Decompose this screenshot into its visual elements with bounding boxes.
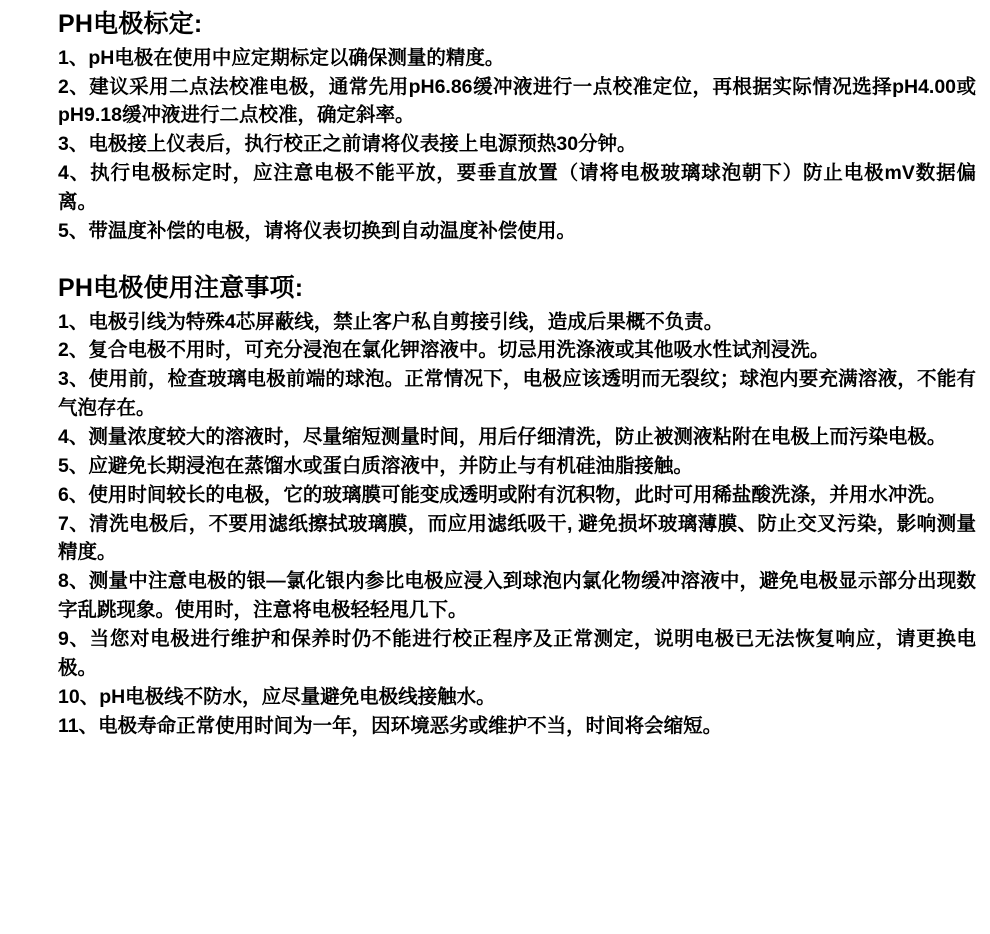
list-item: 7、清洗电极后，不要用滤纸擦拭玻璃膜，而应用滤纸吸干, 避免损坏玻璃薄膜、防止交叉污染，影响测量精度。 [58,512,976,564]
list-item: 1、电极引线为特殊4芯屏蔽线，禁止客户私自剪接引线，造成后果概不负责。 [58,310,724,333]
section-title-calibration: PH电极标定: [58,10,203,38]
list-item: 11、电极寿命正常使用时间为一年，因环境恶劣或维护不当，时间将会缩短。 [58,714,723,737]
list-item: 4、测量浓度较大的溶液时，尽量缩短测量时间，用后仔细清洗，防止被测液粘附在电极上而污染电极。 [58,425,947,448]
list-item: 4、执行电极标定时，应注意电极不能平放，要垂直放置（请将电极玻璃球泡朝下）防止电极mV数据偏离。 [58,162,976,214]
list-item: 2、建议采用二点法校准电极，通常先用pH6.86缓冲液进行一点校准定位，再根据实际情况选择pH4.00或pH9.18缓冲液进行二点校准，确定斜率。 [58,75,976,127]
list-item: 1、pH电极在使用中应定期标定以确保测量的精度。 [58,46,505,69]
list-item: 10、pH电极线不防水，应尽量避免电极线接触水。 [58,685,496,708]
list-item: 6、使用时间较长的电极，它的玻璃膜可能变成透明或附有沉积物，此时可用稀盐酸洗涤，并用水冲洗。 [58,483,947,506]
list-item: 8、测量中注意电极的银—氯化银内参比电极应浸入到球泡内氯化物缓冲溶液中，避免电极显示部分出现数字乱跳现象。使用时，注意将电极轻轻甩几下。 [58,570,976,622]
list-item: 2、复合电极不用时，可充分浸泡在氯化钾溶液中。切忌用洗涤液或其他吸水性试剂浸洗。 [58,339,830,362]
section-divider-space [58,246,976,272]
list-item: 3、使用前，检查玻璃电极前端的球泡。正常情况下，电极应该透明而无裂纹；球泡内要充满溶液，不能有气泡存在。 [58,368,976,420]
section-title-usage-notes: PH电极使用注意事项: [58,273,304,302]
section-usage-notes [58,272,976,741]
section-calibration [58,8,976,246]
list-item: 5、带温度补偿的电极，请将仪表切换到自动温度补偿使用。 [58,219,576,242]
list-item: 3、电极接上仪表后，执行校正之前请将仪表接上电源预热30分钟。 [58,133,637,156]
list-item: 9、当您对电极进行维护和保养时仍不能进行校正程序及正常测定，说明电极已无法恢复响应，请更换电极。 [58,627,976,679]
list-item: 5、应避免长期浸泡在蒸馏水或蛋白质溶液中，并防止与有机硅油脂接触。 [58,454,693,477]
